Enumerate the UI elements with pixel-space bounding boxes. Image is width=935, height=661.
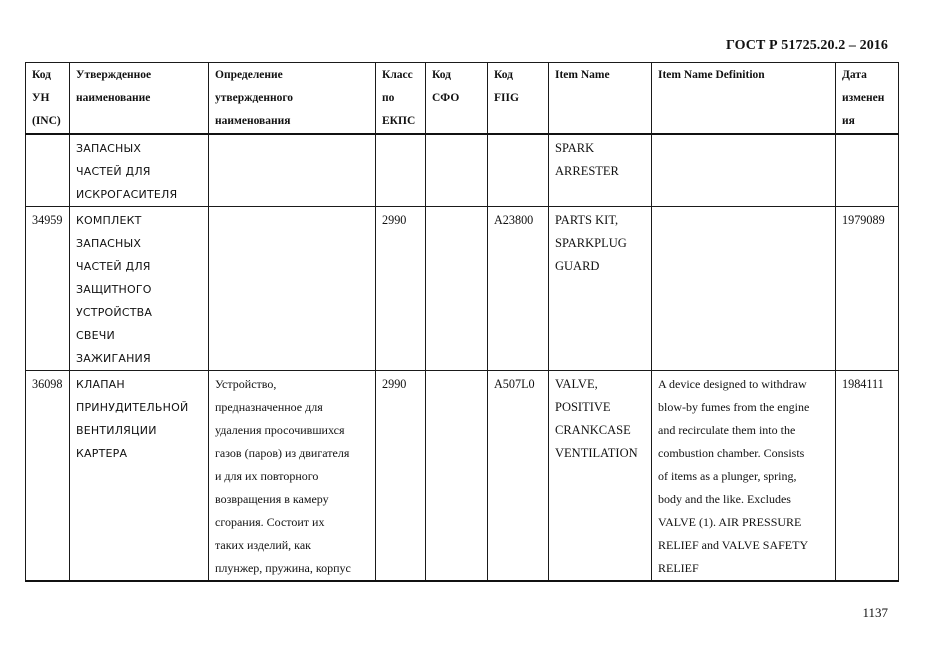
inc-cell (26, 371, 70, 582)
text-line: RELIEF (658, 561, 699, 575)
name-definition-cell (209, 134, 376, 207)
text-line: ия (842, 115, 855, 127)
text-line: и для их повторного (215, 469, 319, 483)
text-line: Устройство, (215, 377, 277, 391)
text-line: Класс (382, 69, 413, 81)
text-line: A device designed to withdraw (658, 377, 807, 391)
text-line: наименование (76, 92, 151, 104)
approved-name-cell (70, 134, 209, 207)
text-line: blow-by fumes from the engine (658, 400, 810, 414)
text-line: Код (32, 69, 52, 81)
text-line: ЧАСТЕЙ ДЛЯ (76, 260, 151, 273)
text-line: combustion chamber. Consists (658, 446, 805, 460)
ekps-class-cell (376, 134, 426, 207)
item-definition-cell (652, 371, 836, 582)
text-line: КАРТЕРА (76, 447, 128, 460)
text-line: ПРИНУДИТЕЛЬНОЙ (76, 401, 189, 414)
change-date-cell (836, 207, 899, 371)
name-definition-cell (209, 371, 376, 582)
fiig-code-value: A23800 (494, 213, 534, 227)
text-line: ЗАПАСНЫХ (76, 142, 142, 155)
table-body (26, 134, 899, 581)
text-line: Дата (842, 69, 867, 81)
name-definition-cell (209, 207, 376, 371)
text-line: по (382, 92, 395, 104)
inc-cell (26, 134, 70, 207)
text-line: VALVE, (555, 377, 598, 391)
text-line: УСТРОЙСТВА (76, 306, 153, 319)
text-line: удаления просочившихся (215, 423, 345, 437)
text-line: (INC) (32, 115, 61, 127)
text-line: КОМПЛЕКТ (76, 214, 142, 227)
text-line: СВЕЧИ (76, 329, 115, 342)
text-line: SPARKPLUG (555, 236, 627, 250)
col-item-name-header (549, 63, 652, 135)
text-line: body and the like. Excludes (658, 492, 791, 506)
text-line: FIIG (494, 92, 519, 104)
sfo-code-cell (426, 134, 488, 207)
text-line: плунжер, пружина, корпус (215, 561, 351, 575)
text-line: ВЕНТИЛЯЦИИ (76, 424, 157, 437)
approved-name-cell (70, 371, 209, 582)
text-line: Код (432, 69, 452, 81)
table-row (26, 371, 899, 582)
fiig-code-cell (488, 207, 549, 371)
change-date-cell (836, 134, 899, 207)
document-header: ГОСТ Р 51725.20.2 – 2016 (725, 38, 888, 53)
col-approved-name-header (70, 63, 209, 135)
text-line: Утвержденное (76, 69, 152, 81)
text-line: POSITIVE (555, 400, 611, 414)
text-line: Item Name Definition (658, 69, 765, 81)
text-line: СФО (432, 92, 460, 104)
text-line: CRANKCASE (555, 423, 631, 437)
text-line: таких изделий, как (215, 538, 311, 552)
item-definition-cell (652, 134, 836, 207)
text-line: наименования (215, 115, 291, 127)
fiig-code-value: A507L0 (494, 377, 535, 391)
text-line: VENTILATION (555, 446, 638, 460)
table-row (26, 134, 899, 207)
ekps-class-cell (376, 371, 426, 582)
item-name-cell (549, 207, 652, 371)
change-date-value: 1979089 (842, 213, 885, 227)
change-date-value: 1984111 (842, 377, 884, 391)
ekps-class-value: 2990 (382, 377, 407, 391)
header-row (26, 63, 899, 135)
text-line: предназначенное для (215, 400, 323, 414)
text-line: GUARD (555, 259, 600, 273)
text-line: ARRESTER (555, 164, 619, 178)
sfo-code-cell (426, 207, 488, 371)
text-line: возвращения в камеру (215, 492, 329, 506)
text-line: ЕКПС (382, 115, 416, 127)
text-line: RELIEF and VALVE SAFETY (658, 538, 809, 552)
ekps-class-cell (376, 207, 426, 371)
col-ekps-class-header (376, 63, 426, 135)
fiig-code-cell (488, 371, 549, 582)
col-inc-header (26, 63, 70, 135)
text-line: ЗАПАСНЫХ (76, 237, 142, 250)
ekps-class-value: 2990 (382, 213, 407, 227)
col-name-definition-header (209, 63, 376, 135)
text-line: Item Name (555, 69, 610, 81)
text-line: VALVE (1). AIR PRESSURE (658, 515, 802, 529)
catalog-table (25, 62, 899, 582)
text-line: утвержденного (215, 92, 294, 104)
text-line: Код (494, 69, 514, 81)
text-line: изменен (842, 92, 885, 104)
change-date-cell (836, 371, 899, 582)
table-row (26, 207, 899, 371)
col-item-definition-header (652, 63, 836, 135)
page-number: 1137 (862, 605, 888, 620)
item-definition-cell (652, 207, 836, 371)
inc-value: 34959 (32, 213, 63, 227)
text-line: SPARK (555, 141, 595, 155)
text-line: ЗАЖИГАНИЯ (76, 352, 151, 365)
col-sfo-code-header (426, 63, 488, 135)
fiig-code-cell (488, 134, 549, 207)
text-line: Определение (215, 69, 283, 81)
text-line: КЛАПАН (76, 378, 125, 391)
text-line: УН (32, 92, 50, 104)
sfo-code-cell (426, 371, 488, 582)
item-name-cell (549, 371, 652, 582)
inc-cell (26, 207, 70, 371)
col-change-date-header (836, 63, 899, 135)
text-line: сгорания. Состоит их (215, 515, 325, 529)
approved-name-cell (70, 207, 209, 371)
text-line: of items as a plunger, spring, (658, 469, 797, 483)
col-fiig-code-header (488, 63, 549, 135)
text-line: PARTS KIT, (555, 213, 619, 227)
text-line: ЧАСТЕЙ ДЛЯ (76, 165, 151, 178)
text-line: ИСКРОГАСИТЕЛЯ (76, 188, 178, 201)
inc-value: 36098 (32, 377, 63, 391)
text-line: ЗАЩИТНОГО (76, 283, 152, 296)
text-line: and recirculate them into the (658, 423, 796, 437)
item-name-cell (549, 134, 652, 207)
text-line: газов (паров) из двигателя (215, 446, 350, 460)
